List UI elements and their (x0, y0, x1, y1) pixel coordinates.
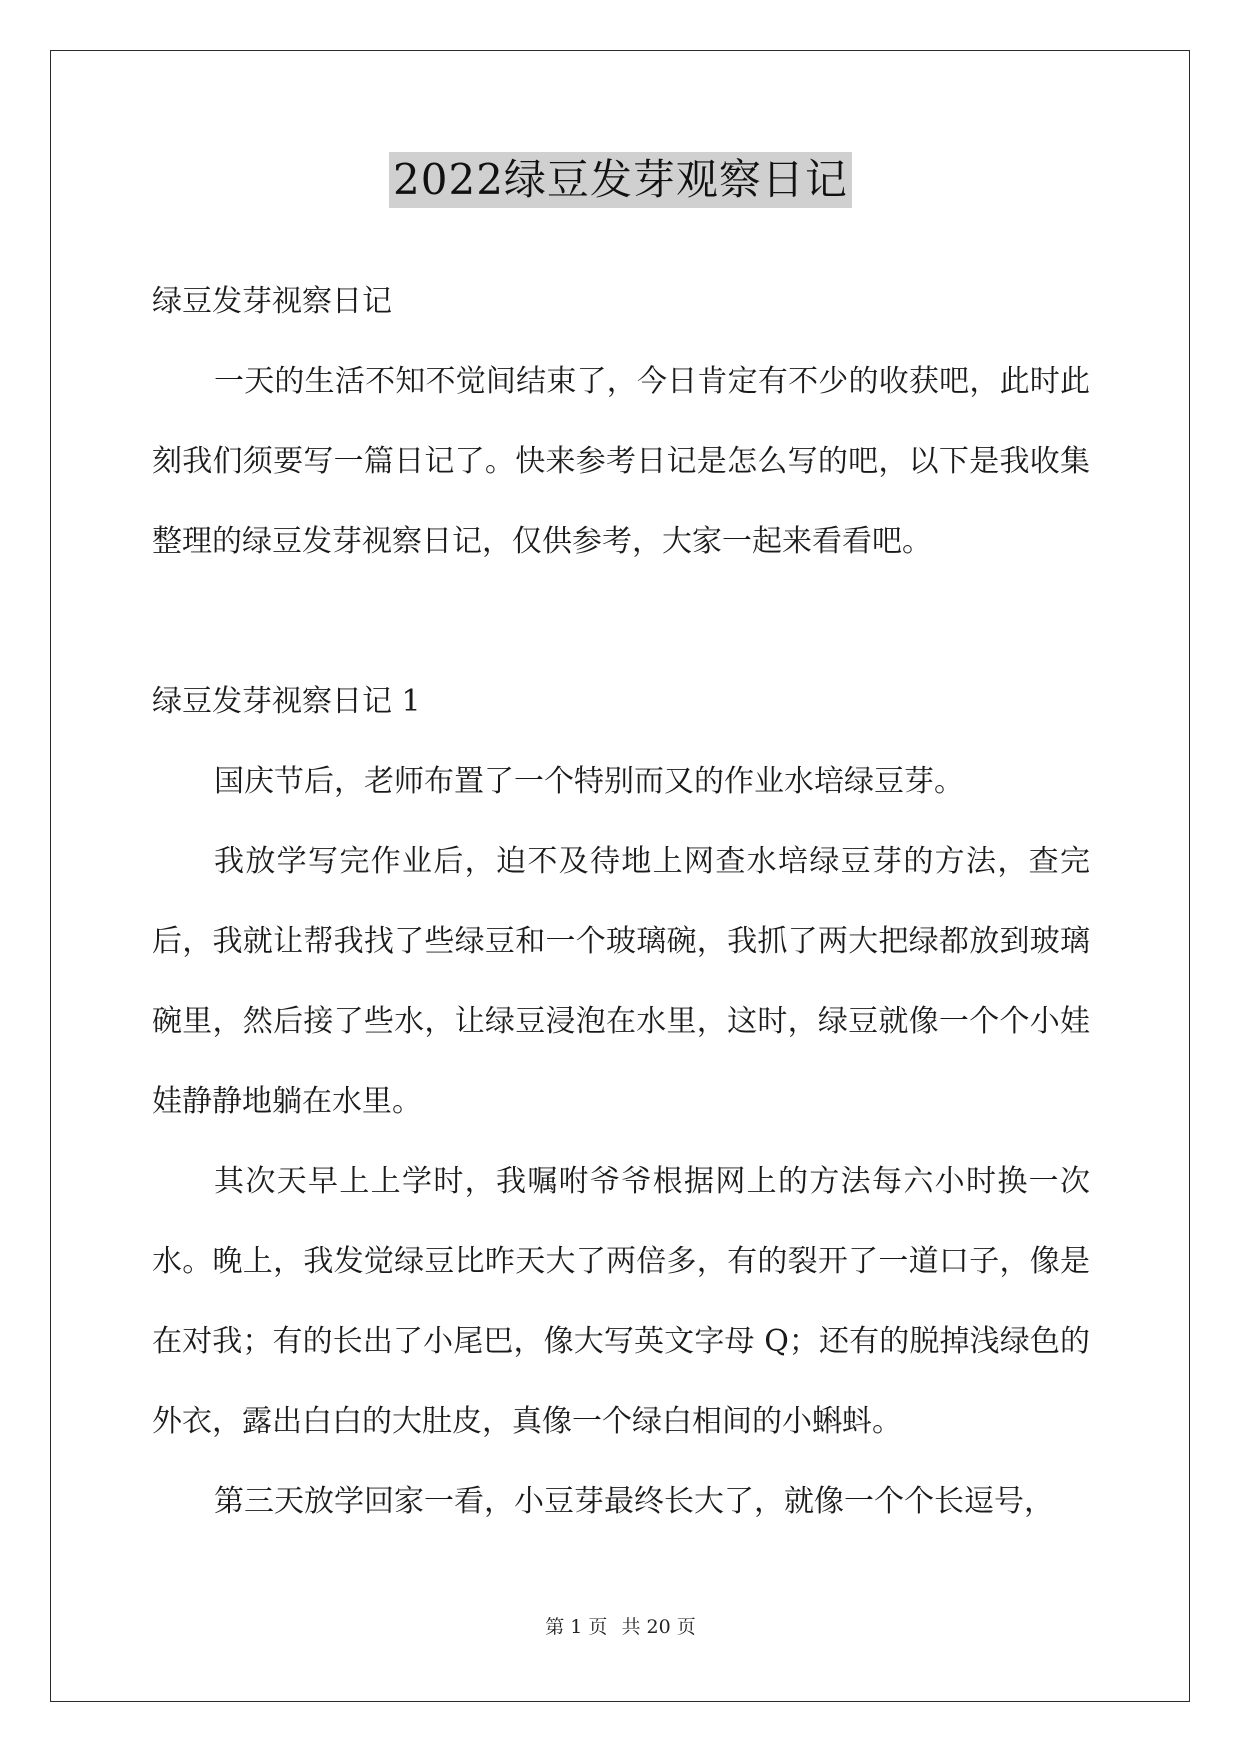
body-paragraph: 其次天早上上学时，我嘱咐爷爷根据网上的方法每六小时换一次水。晚上，我发觉绿豆比昨天大了两倍多，有的裂开了一道口子，像是在对我；有的长出了小尾巴，像大写英文字母 Q；还有的脱掉浅绿色的外衣，露出白白的大肚皮，真像一个绿白相间的小蝌蚪。 (152, 1164, 1090, 1439)
document-title: 2022绿豆发芽观察日记 (389, 152, 852, 208)
section-heading: 绿豆发芽视察日记 1 (152, 684, 421, 719)
body-paragraph: 国庆节后，老师布置了一个特别而又的作业水培绿豆芽。 (214, 764, 964, 799)
body-paragraph: 我放学写完作业后，迫不及待地上网查水培绿豆芽的方法，查完后，我就让帮我找了些绿豆和一个玻璃碗，我抓了两大把绿都放到玻璃碗里，然后接了些水，让绿豆浸泡在水里，这时，绿豆就像一个个小娃娃静静地躺在水里。 (152, 844, 1090, 1119)
subtitle: 绿豆发芽视察日记 (152, 284, 392, 319)
title-container (0, 152, 1241, 208)
document-body (152, 262, 1090, 1542)
body-paragraph: 第三天放学回家一看，小豆芽最终长大了，就像一个个长逗号， (214, 1484, 1054, 1519)
page-footer (0, 1612, 1241, 1639)
page-total: 共 20 页 (621, 1616, 696, 1638)
page-number: 第 1 页 (545, 1616, 608, 1638)
intro-paragraph: 一天的生活不知不觉间结束了，今日肯定有不少的收获吧，此时此刻我们须要写一篇日记了。快来参考日记是怎么写的吧，以下是我收集整理的绿豆发芽视察日记，仅供参考，大家一起来看看吧。 (152, 364, 1090, 559)
